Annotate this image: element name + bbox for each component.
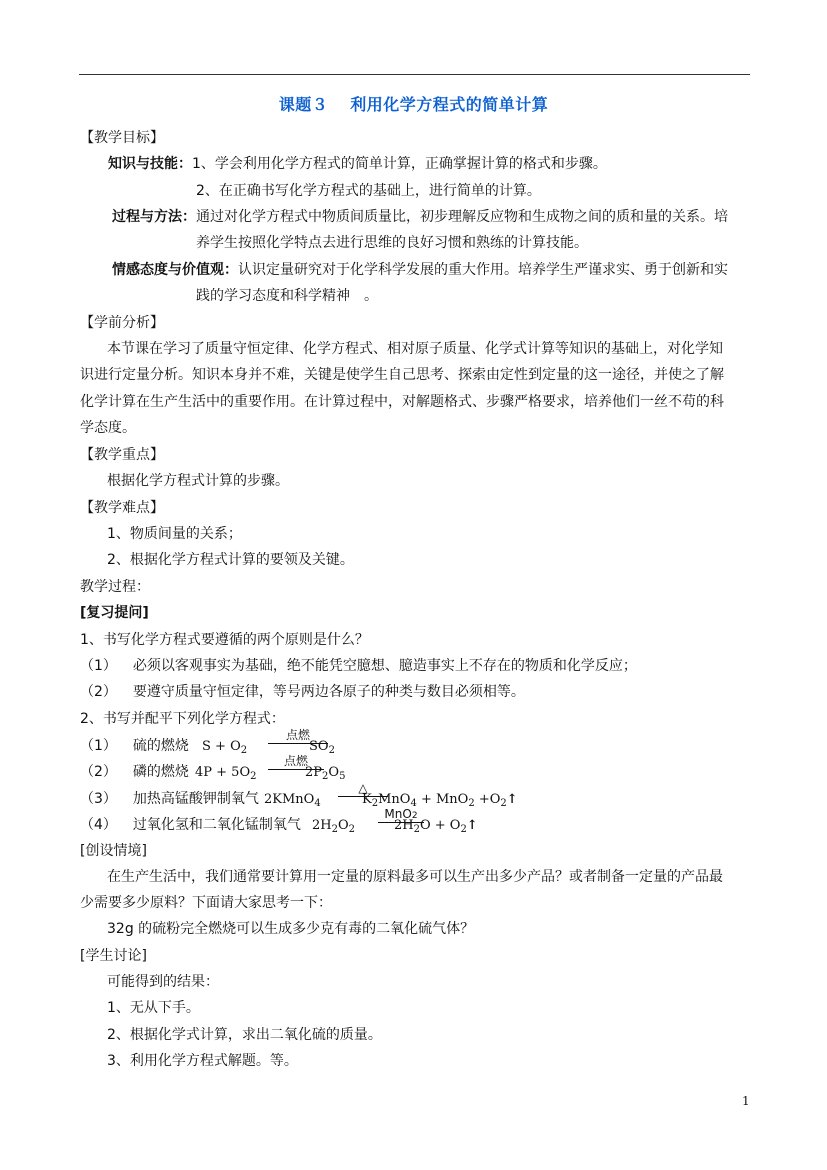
equation-3 [80,790,259,808]
process-label: 过程与方法： [112,209,196,225]
eq1-condition-label: 点燃 [285,728,310,742]
eq1-reactants: $S + O_2$ [202,739,248,756]
eq4-number: （4） [80,817,117,833]
answer-2-number: （2） [80,684,117,700]
equation-1 [80,737,189,755]
scenario-line-1: 在生产生活中，我们通常要计算用一定量的原料最多可以生产出多少产品？或者制备一定量的产品最 [107,869,723,885]
eq3-name: 加热高锰酸钾制氧气 [132,791,259,807]
review-question-2: 2、书写并配平下列化学方程式： [80,711,285,727]
eq2-products: $2P_2O_5$ [305,765,346,782]
knowledge-line-2: 2、在正确书写化学方程式的基础上，进行简单的计算。 [196,183,541,199]
eq3-reactants: 2KMnO$_4$ [264,792,321,809]
eq3-products: $K_2MnO_4 + MnO_2$ $+O_2↑$ [362,792,518,809]
eq4-condition-label: MnO2 [384,807,418,821]
key-point-text: 根据化学方程式计算的步骤。 [107,473,289,489]
gas-arrow-icon: ↑ [466,818,478,833]
process-text-1: 通过对化学方程式中物质间质量比，初步理解反应物和生成物之间的质和量的关系。培 [196,209,728,225]
eq3-number: （3） [80,791,117,807]
review-heading: [复习提问] [80,605,149,621]
equation-4 [80,816,301,834]
analysis-line-2: 识进行定量分析。知识本身并不难，关键是使学生自己思考、探索由定性到定量的这一途径，并使之了解 [80,367,724,383]
page-number: 1 [742,1094,750,1108]
title-topic: 利用化学方程式的简单计算 [350,95,549,114]
eq2-condition-label: 点燃 [283,754,308,768]
eq2-reactants: $4P + 5O_2$ [195,765,257,782]
header-rule [79,74,750,75]
knowledge-label: 知识与技能： [108,156,192,172]
eq1-number: （1） [80,738,117,754]
process-line-2: 养学生按照化学特点去进行思维的良好习惯和熟练的计算技能。 [196,235,588,251]
attitude-text-1: 认识定量研究对于化学科学发展的重大作用。培养学生严谨求实、勇于创新和实 [238,262,728,278]
eq4-products: $2H_2O$ + $O_2↑$ [394,818,478,835]
discussion-result-1: 1、无从下手。 [107,1000,200,1016]
eq1-products: $SO_2$ [309,739,335,756]
discussion-heading: [学生讨论] [80,948,147,964]
discussion-result-3: 3、利用化学方程式解题。等。 [107,1053,298,1069]
answer-1-number: （1） [80,658,117,674]
knowledge-line-1 [108,155,607,173]
analysis-line-1: 本节课在学习了质量守恒定律、化学方程式、相对原子质量、化学式计算等知识的基础上，对化学知 [107,341,723,357]
gas-arrow-icon: ↑ [506,792,518,807]
scenario-question: 32g 的硫粉完全燃烧可以生成多少克有毒的二氧化硫气体？ [107,921,475,937]
difficulty-item-1: 1、物质间量的关系； [107,526,242,542]
review-answer-1 [80,657,637,675]
eq4-reactants: $2H_2O_2$ [312,818,356,835]
answer-2-text: 要遵守质量守恒定律，等号两边各原子的种类与数目必须相等。 [132,684,525,700]
scenario-heading: [创设情境] [80,843,147,859]
attitude-line-2: 践的学习态度和科学精神 。 [196,288,378,304]
eq2-name: 磷的燃烧 [132,764,189,780]
analysis-line-3: 化学计算在生产生活中的重要作用。在计算过程中，对解题格式、步骤严格要求，培养他们一丝不苟的科 [80,394,724,410]
eq1-name: 硫的燃烧 [132,738,189,754]
key-point-heading: 【教学重点】 [80,447,164,463]
review-question-1: 1、书写化学方程式要遵循的两个原则是什么？ [80,632,369,648]
knowledge-text-1: 1、学会利用化学方程式的简单计算，正确掌握计算的格式和步骤。 [192,156,607,172]
discussion-result-2: 2、根据化学式计算，求出二氧化硫的质量。 [107,1027,382,1043]
analysis-line-4: 学态度。 [80,420,136,436]
title-lesson-number: 课题３ [278,95,329,114]
discussion-intro: 可能得到的结果： [107,974,219,990]
scenario-line-2: 少需要多少原料？下面请大家思考一下： [80,895,332,911]
eq2-number: （2） [80,764,117,780]
eq3-condition-label: △ [358,781,368,795]
process-line-1 [112,208,728,226]
difficulty-heading: 【教学难点】 [80,500,164,516]
difficulty-item-2: 2、根据化学方程式计算的要领及关键。 [107,552,354,568]
objectives-heading: 【教学目标】 [80,130,164,146]
attitude-line-1 [112,261,728,279]
attitude-label: 情感态度与价值观： [112,262,238,278]
page-title [0,92,827,115]
review-answer-2 [80,683,525,701]
equation-2 [80,763,189,781]
eq4-name: 过氧化氢和二氧化锰制氧气 [132,817,301,833]
process-heading: 教学过程： [80,579,150,595]
analysis-heading: 【学前分析】 [80,315,164,331]
answer-1-text: 必须以客观事实为基础，绝不能凭空臆想、臆造事实上不存在的物质和化学反应； [132,658,637,674]
